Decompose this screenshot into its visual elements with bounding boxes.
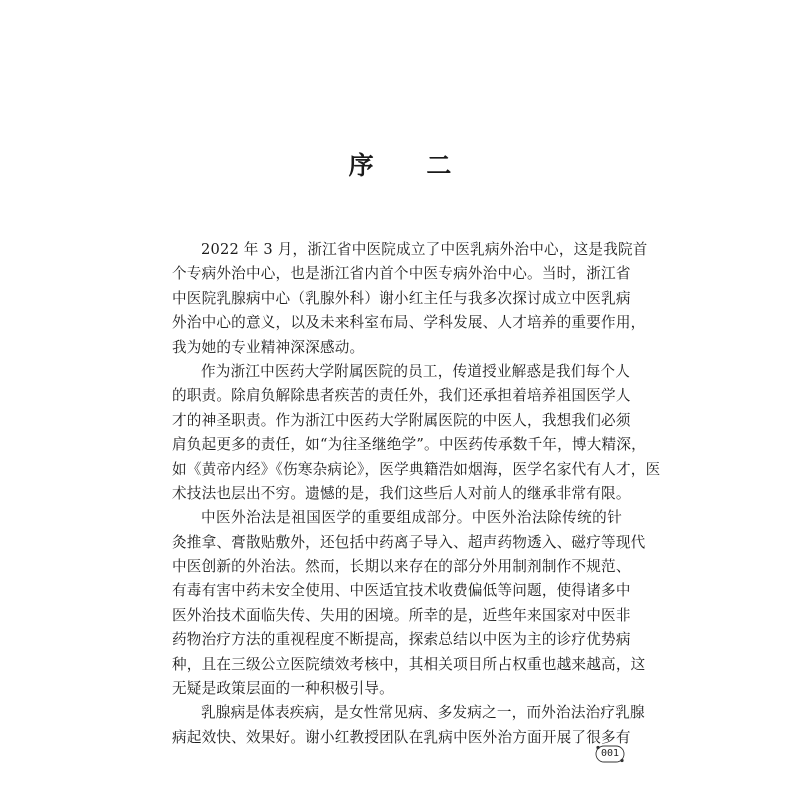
text-line: 我为她的专业精神深深感动。 <box>172 338 365 356</box>
text-line: 如《黄帝内经》《伤寒杂病论》，医学典籍浩如烟海，医学名家代有人才，医 <box>172 460 661 478</box>
page-number <box>593 743 627 765</box>
text-line: 无疑是政策层面的一种积极引导。 <box>172 680 394 698</box>
text-line: 术技法也层出不穷。遗憾的是，我们这些后人对前人的继承非常有限。 <box>172 484 631 502</box>
body-text <box>172 238 661 750</box>
text-line: 中医院乳腺病中心（乳腺外科）谢小红主任与我多次探讨成立中医乳病 <box>172 289 631 307</box>
text-line: 医外治技术面临失传、失用的困境。所幸的是，近些年来国家对中医非 <box>172 606 631 624</box>
text-line: 中医创新的外治法。然而，长期以来存在的部分外用制剂制作不规范、 <box>172 558 631 576</box>
text-line: 乳腺病是体表疾病，是女性常见病、多发病之一，而外治法治疗乳腺 <box>201 704 645 722</box>
text-line: 种，且在三级公立医院绩效考核中，其相关项目所占权重也越来越高，这 <box>172 655 646 673</box>
page-number-text: 001 <box>600 748 620 759</box>
paragraph <box>172 701 645 750</box>
text-line: 2022 年 3 月，浙江省中医院成立了中医乳病外治中心，这是我院首 <box>201 241 648 258</box>
page-title: 序 二 <box>348 151 474 180</box>
paragraph <box>172 506 646 701</box>
text-line: 才的神圣职责。作为浙江中医药大学附属医院的中医人，我想我们必须 <box>172 411 631 429</box>
text-line: 作为浙江中医药大学附属医院的员工，传道授业解惑是我们每个人 <box>201 362 631 380</box>
text-line: 的职责。除肩负解除患者疾苦的责任外，我们还承担着培养祖国医学人 <box>172 387 631 405</box>
text-line: 外治中心的意义，以及未来科室布局、学科发展、人才培养的重要作用， <box>172 314 646 332</box>
text-line: 药物治疗方法的重视程度不断提高，探索总结以中医为主的诊疗优势病 <box>172 631 631 649</box>
text-line: 个专病外治中心，也是浙江省内首个中医专病外治中心。当时，浙江省 <box>172 265 631 283</box>
text-line: 病起效快、效果好。谢小红教授团队在乳病中医外治方面开展了很多有 <box>172 728 631 746</box>
text-line: 中医外治法是祖国医学的重要组成部分。中医外治法除传统的针 <box>201 509 622 527</box>
text-line: 灸推拿、膏散贴敷外，还包括中药离子导入、超声药物透入、磁疗等现代 <box>172 533 646 551</box>
text-line: 有毒有害中药未安全使用、中医适宜技术收费偏低等问题，使得诸多中 <box>172 582 631 600</box>
paragraph <box>172 238 648 360</box>
paragraph <box>172 360 661 506</box>
text-line: 肩负起更多的责任，如“为往圣继绝学”。中医药传承数千年，博大精深， <box>172 436 646 454</box>
